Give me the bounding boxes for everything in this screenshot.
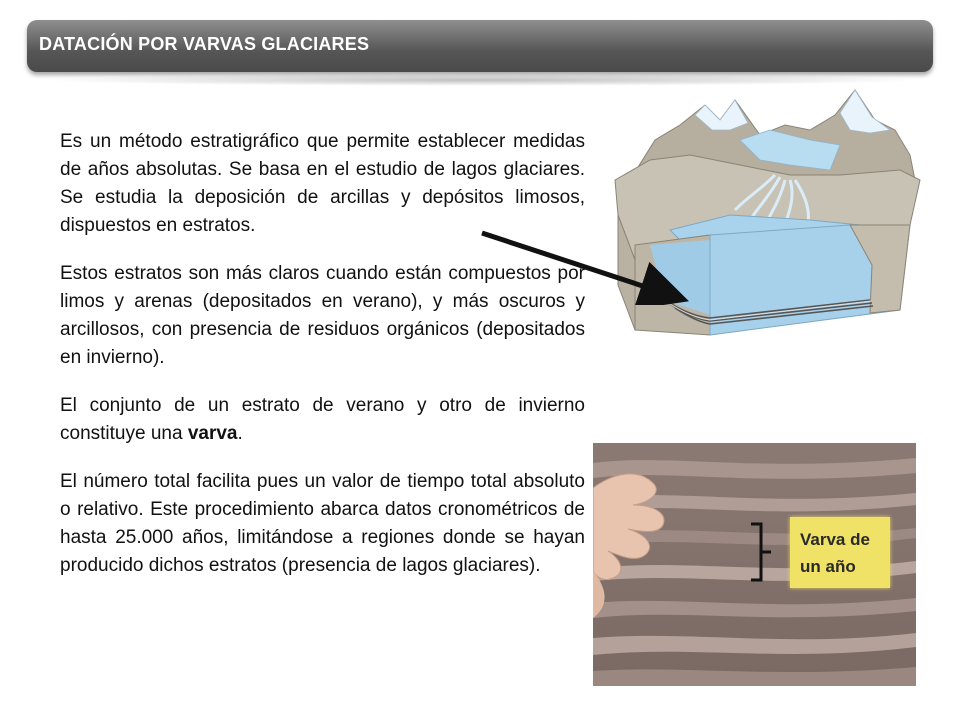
body-text <box>60 128 585 600</box>
varva-label-line1: Varva de <box>800 530 870 549</box>
glacial-lake-diagram <box>610 85 930 345</box>
varva-bold-word: varva <box>187 423 238 444</box>
paragraph-dating: El número total facilita pues un valor de tiempo total absoluto o relativo. Este procedimiento abarca datos cronométricos de hasta 25.000 años, limitándose a regiones donde se hayan producido dichos estratos (presencia de lagos glaciares). <box>60 471 585 576</box>
varva-text-after: . <box>237 423 243 444</box>
varva-label <box>790 517 890 588</box>
pointer-arrow <box>470 225 690 305</box>
varve-bracket <box>745 522 775 582</box>
slide-title: DATACIÓN POR VARVAS GLACIARES <box>39 34 370 54</box>
title-bar <box>27 20 933 72</box>
paragraph-varva <box>60 392 585 448</box>
paragraph-strata: Estos estratos son más claros cuando están compuestos por limos y arenas (depositados en verano), y más oscuros y arcillosos, con presencia de residuos orgánicos (depositados en invierno). <box>60 263 585 368</box>
varva-label-line2: un año <box>800 557 856 576</box>
varva-text-before: El conjunto de un estrato de verano y otro de invierno constituye una <box>60 395 585 444</box>
paragraph-method: Es un método estratigráfico que permite establecer medidas de años absolutas. Se basa en el estudio de lagos glaciares. Se estudia la deposición de arcillas y depósitos limosos, dispuestos en estratos. <box>60 131 585 236</box>
